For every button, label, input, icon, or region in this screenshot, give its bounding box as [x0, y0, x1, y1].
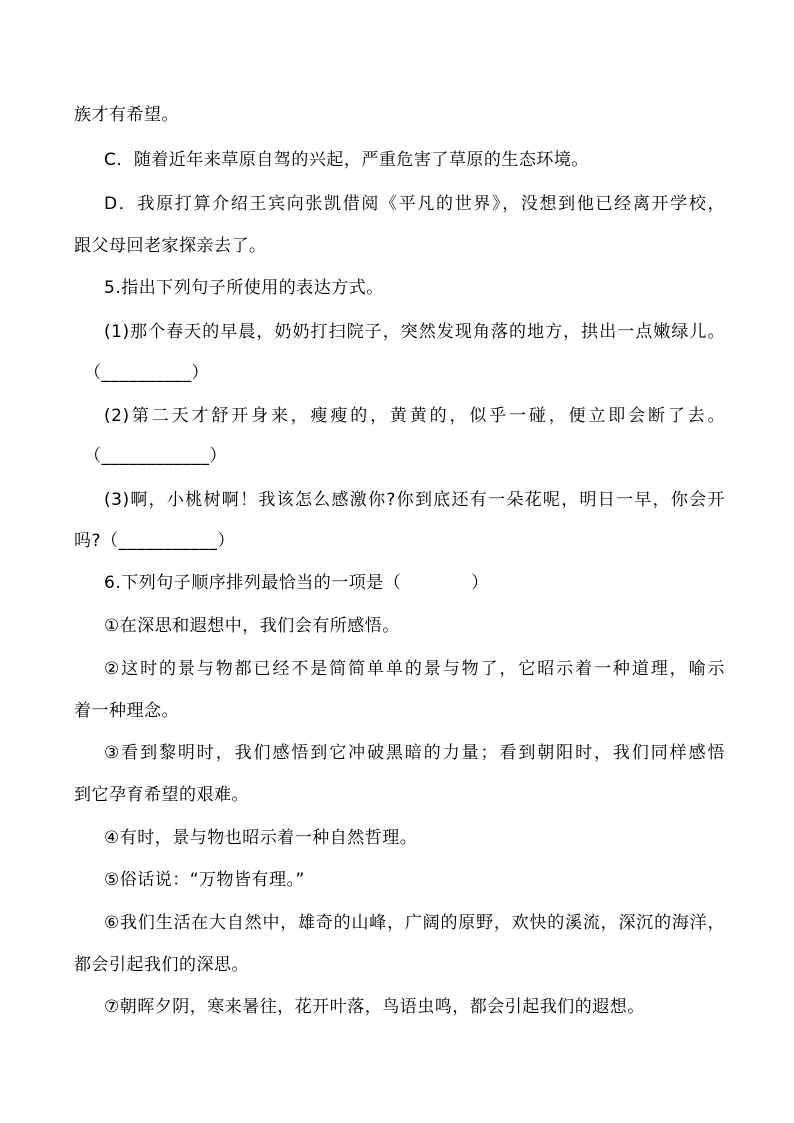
answer-blank-2: （____________）: [84, 446, 227, 466]
option-d: D．我原打算介绍王宾向张凯借阅《平凡的世界》，没想到他已经离开学校，: [104, 194, 725, 214]
sentence-6-continuation: 都会引起我们的深思。: [74, 955, 249, 975]
answer-blank-3: 吗?（___________）: [74, 531, 236, 551]
answer-blank-1: （__________）: [84, 363, 209, 383]
sentence-7: ⑦朝晖夕阴，寒来暑往，花开叶落，鸟语虫鸣，都会引起我们的遐想。: [104, 997, 645, 1017]
sentence-2: ②这时的景与物都已经不是简简单单的景与物了，它昭示着一种道理，喻示: [104, 659, 725, 679]
sentence-3: ③看到黎明时，我们感悟到它冲破黑暗的力量；看到朝阳时，我们同样感悟: [104, 743, 725, 763]
question-5-item-3: (3)啊，小桃树啊！我该怎么感激你?你到底还有一朵花呢，明日一早，你会开: [104, 490, 725, 510]
question-5-item-2: (2)第二天才舒开身来，瘦瘦的，黄黄的，似乎一碰，便立即会断了去。: [104, 406, 725, 426]
text-line-continuation: 族才有希望。: [74, 105, 179, 125]
sentence-3-continuation: 到它孕育希望的艰难。: [74, 785, 249, 805]
sentence-4: ④有时，景与物也昭示着一种自然哲理。: [104, 828, 418, 848]
question-5-item-1: (1)那个春天的早晨，奶奶打扫院子，突然发现角落的地方，拱出一点嫩绿儿。: [104, 322, 725, 342]
option-c: C．随着近年来草原自驾的兴起，严重危害了草原的生态环境。: [104, 150, 589, 170]
sentence-6: ⑥我们生活在大自然中，雄奇的山峰，广阔的原野，欢快的溪流，深沉的海洋，: [104, 913, 725, 933]
question-6-title: 6.下列句子顺序排列最恰当的一项是（ ）: [104, 573, 489, 593]
question-5-title: 5.指出下列句子所使用的表达方式。: [104, 278, 384, 298]
sentence-5: ⑤俗话说：“万物皆有理。”: [104, 870, 305, 890]
sentence-2-continuation: 着一种理念。: [74, 701, 179, 721]
option-d-continuation: 跟父母回老家探亲去了。: [74, 236, 267, 256]
sentence-1: ①在深思和遐想中，我们会有所感悟。: [104, 616, 400, 636]
